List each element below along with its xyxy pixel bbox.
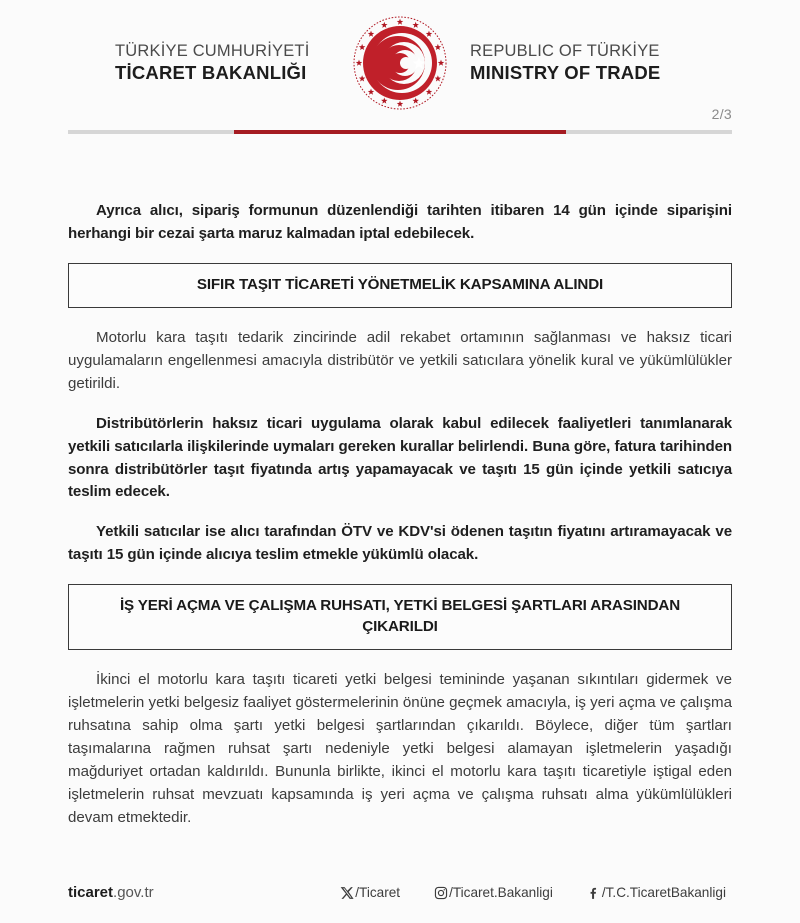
paragraph-5: İkinci el motorlu kara taşıtı ticareti yetki belgesi temininde yaşanan sıkıntıları gidermek ve işletmelerin yetki belgesiz faaliyet göstermelerinin önüne geçmek amacıyla, iş yeri açma ve çalışma ruhsatına sahip olma şartı yetki belgesi şartlarından çıkarıldı. Böylece, diğer tüm şartları taşımalarına rağmen ruhsat şartı nedeniyle yetki belgesi alamayan işletmelerin yaşadığı mağduriyet ortadan kaldırıldı. Bununla birlikte, ikinci el motorlu kara taşıtı ticaretiyle iştigal eden işletmelerin ruhsat mevzuatı kapsamında iş yeri açma ve çalışma ruhsatı alma yükümlülükleri devam etmektedir. bbox=[68, 671, 732, 826]
paragraph-2: Motorlu kara taşıtı tedarik zincirinde adil rekabet ortamının sağlanması ve haksız ticari uygulamaların engellenmesi amacıyla distribütör ve yetkili satıcılara yönelik kural ve yükümlülükler getirildi. bbox=[68, 328, 732, 392]
paragraph-1: Ayrıca alıcı, sipariş formunun düzenlendiği tarihten itibaren 14 gün içinde siparişini herhangi bir cezai şarta maruz kalmadan iptal edebilecek. bbox=[68, 202, 732, 242]
social-link-instagram[interactable] bbox=[434, 885, 553, 900]
divider-bar bbox=[68, 130, 732, 134]
document-content bbox=[0, 142, 800, 830]
social-link-x[interactable] bbox=[340, 885, 400, 900]
social-link-facebook[interactable] bbox=[587, 885, 726, 900]
document-header bbox=[0, 0, 800, 108]
website-url-rest: .gov.tr bbox=[113, 884, 154, 901]
social-handle-x: /Ticaret bbox=[355, 885, 401, 900]
section-heading-1: SIFIR TAŞIT TİCARETİ YÖNETMELİK KAPSAMINA ALINDI bbox=[68, 263, 732, 308]
turkish-government-emblem-icon bbox=[348, 11, 452, 115]
paragraph-3: Distribütörlerin haksız ticari uygulama olarak kabul edilecek faaliyetleri tanımlanarak yetkili satıcılarla ilişkilerinde uymaları gereken kurallar belirlendi. Buna göre, fatura tarihinden sonra distribütörler taşıt fiyatında artış yapamayacak ve taşıtı 15 gün içinde yetkili satıcıya teslim edecek. bbox=[68, 414, 732, 501]
brand-english bbox=[470, 42, 685, 84]
document-footer bbox=[0, 884, 800, 901]
brand-tr-line1: TÜRKİYE CUMHURİYETİ bbox=[115, 42, 310, 60]
section-heading-2: İŞ YERİ AÇMA VE ÇALIŞMA RUHSATI, YETKİ BELGESİ ŞARTLARI ARASINDAN ÇIKARILDI bbox=[68, 584, 732, 650]
x-twitter-icon bbox=[340, 886, 354, 900]
social-handle-facebook: /T.C.TicaretBakanligi bbox=[601, 885, 726, 900]
page-number: 2/3 bbox=[711, 106, 732, 122]
website-url[interactable] bbox=[68, 884, 154, 901]
header-divider-area bbox=[0, 108, 800, 142]
brand-en-line1: REPUBLIC OF TÜRKİYE bbox=[470, 42, 660, 60]
divider-accent-segment bbox=[234, 130, 566, 134]
instagram-icon bbox=[434, 886, 448, 900]
website-url-bold: ticaret bbox=[68, 884, 114, 901]
facebook-icon bbox=[587, 886, 601, 900]
brand-en-line2: MINISTRY OF TRADE bbox=[470, 62, 661, 83]
brand-turkish bbox=[115, 42, 330, 84]
social-links bbox=[154, 885, 732, 900]
brand-tr-line2: TİCARET BAKANLIĞI bbox=[115, 62, 307, 83]
social-handle-instagram: /Ticaret.Bakanligi bbox=[449, 885, 553, 900]
paragraph-4: Yetkili satıcılar ise alıcı tarafından ÖTV ve KDV'si ödenen taşıtın fiyatını artıramayacak ve taşıtı 15 gün içinde alıcıya teslim etmekle yükümlü olacak. bbox=[68, 523, 732, 564]
